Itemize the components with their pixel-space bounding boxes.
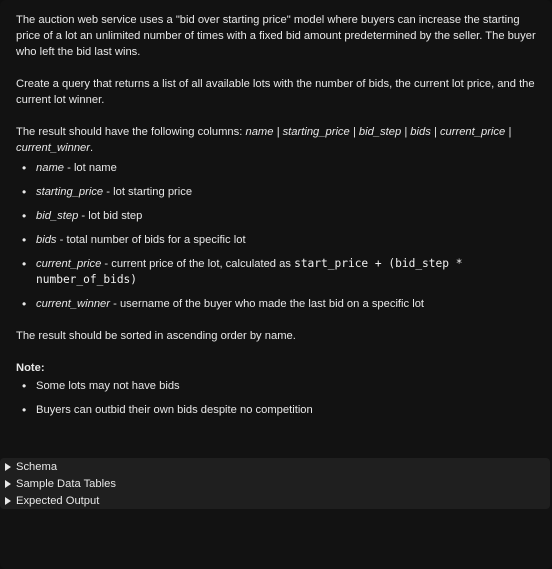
bullet-icon: • (22, 403, 27, 417)
columns-paragraph (16, 124, 546, 156)
columns-prefix: The result should have the following columns: (16, 126, 246, 138)
columns-list: name | starting_price | bid_step | bids | current_price | current_winner (16, 126, 512, 154)
task-paragraph: Create a query that returns a list of all available lots with the number of bids, the current lot price, and the current lot winner. (16, 78, 535, 106)
column-desc: - username of the buyer who made the last bid on a specific lot (110, 298, 425, 310)
problem-description (16, 12, 546, 426)
notes-list (16, 378, 546, 418)
price-formula: start_price + (bid_step * number_of_bids) (36, 257, 463, 286)
section-label: Expected Output (16, 494, 100, 507)
column-desc: - current price of the lot, calculated as (101, 258, 295, 270)
sort-paragraph: The result should be sorted in ascending order by name. (16, 330, 296, 342)
bullet-icon: • (22, 185, 27, 199)
column-desc: - total number of bids for a specific lot (56, 234, 246, 246)
list-item (16, 160, 546, 176)
intro-paragraph: The auction web service uses a "bid over starting price" model where buyers can increase the starting price of a lot an unlimited number of times with a fixed bid amount predetermined by the seller. The buyer who left the bid last wins. (16, 14, 536, 58)
note-title: Note: (16, 362, 45, 374)
expected-output-toggle[interactable] (0, 492, 550, 509)
column-name: starting_price (36, 186, 104, 198)
list-item (16, 208, 546, 224)
collapsible-sections (0, 458, 550, 509)
list-item (16, 296, 546, 312)
bullet-icon: • (22, 209, 27, 223)
note-text: Buyers can outbid their own bids despite no competition (36, 404, 313, 416)
column-name: bid_step (36, 210, 79, 222)
bullet-icon: • (22, 297, 27, 311)
column-name: name (36, 162, 64, 174)
bullet-icon: • (22, 161, 27, 175)
triangle-right-icon (5, 497, 11, 505)
list-item (16, 378, 546, 394)
section-label: Sample Data Tables (16, 477, 116, 490)
column-desc: - lot name (64, 162, 117, 174)
column-desc: - lot starting price (103, 186, 193, 198)
list-item (16, 402, 546, 418)
section-label: Schema (16, 460, 58, 473)
bullet-icon: • (22, 379, 27, 393)
note-text: Some lots may not have bids (36, 380, 180, 392)
triangle-right-icon (5, 480, 11, 488)
sample-data-tables-toggle[interactable] (0, 475, 550, 492)
list-item (16, 256, 546, 288)
list-item (16, 184, 546, 200)
columns-list-items (16, 160, 546, 312)
columns-suffix: . (90, 142, 94, 154)
bullet-icon: • (22, 257, 27, 271)
bullet-icon: • (22, 233, 27, 247)
column-name: current_price (36, 258, 102, 270)
column-desc: - lot bid step (78, 210, 143, 222)
list-item (16, 232, 546, 248)
triangle-right-icon (5, 463, 11, 471)
column-name: bids (36, 234, 57, 246)
column-name: current_winner (36, 298, 110, 310)
schema-toggle[interactable] (0, 458, 550, 475)
